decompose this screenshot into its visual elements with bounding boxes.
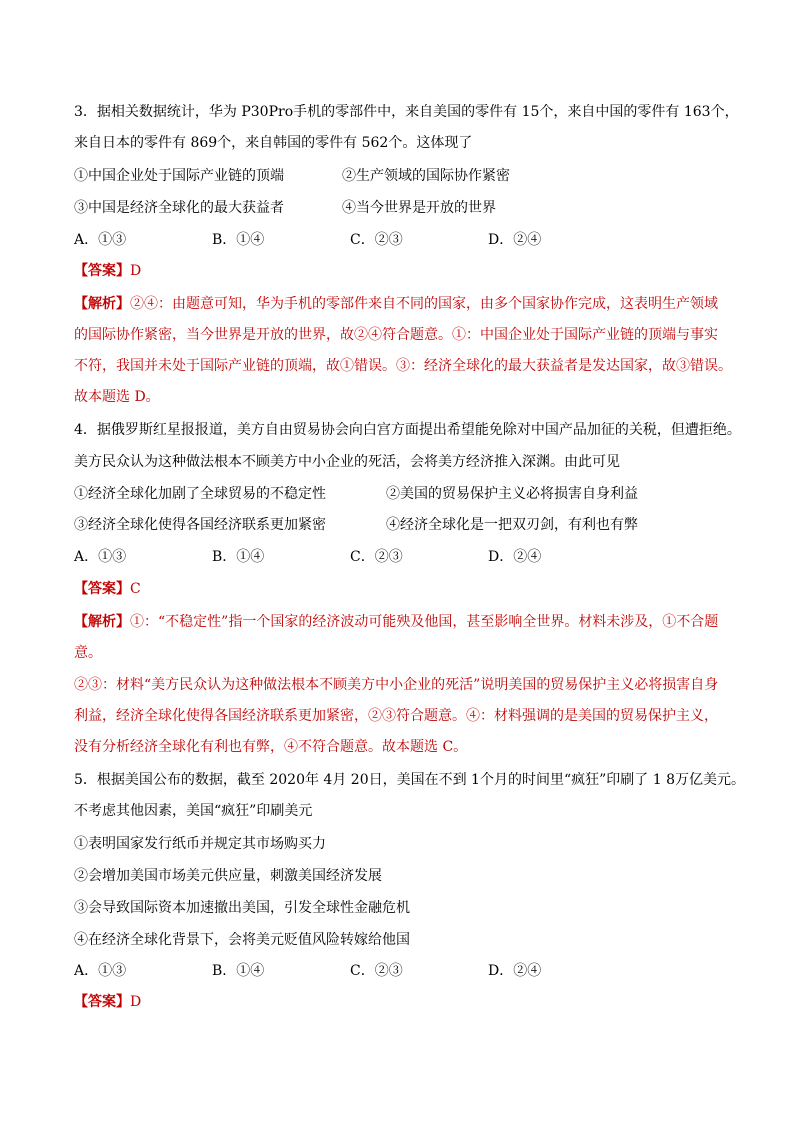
- q4-answer-value: C: [130, 581, 141, 597]
- q4-analysis-line-3: ②③：材料“美方民众认为这种做法根本不顾美方中小企业的死活”说明美国的贸易保护主义必将损害自身: [74, 677, 719, 693]
- q3-analysis-line-3: 不符，我国并未处于国际产业链的顶端，故①错误。③：经济全球化的最大获益者是发达国家，故③错误。: [74, 358, 732, 374]
- q5-choice-d: D．②④: [488, 963, 542, 979]
- q3-answer-value: D: [130, 263, 142, 279]
- q5-answer-value: D: [130, 994, 142, 1010]
- q5-statement-1: ①表明国家发行纸币并规定其市场购买力: [74, 836, 326, 852]
- q4-analysis-line-5: 没有分析经济全球化有利也有弊，④不符合题意。故本题选 C。: [74, 739, 468, 755]
- q4-analysis-tag: 【解析】: [74, 614, 130, 630]
- q5-choice-c: C．②③: [350, 963, 403, 979]
- q4-stem-line-1: 4．据俄罗斯红星报报道，美方自由贸易协会向白宫方面提出希望能免除对中国产品加征的关税，但遭拒绝。: [74, 422, 741, 438]
- q3-analysis-text-1: ②④：由题意可知，华为手机的零部件来自不同的国家，由多个国家协作完成，这表明生产领域: [130, 296, 718, 312]
- q3-stem-line-2: 来自日本的零件有 869个，来自韩国的零件有 562个。这体现了: [74, 135, 473, 151]
- q5-answer: [74, 992, 141, 1012]
- q5-statement-3: ③会导致国际资本加速撤出美国，引发全球性金融危机: [74, 900, 410, 916]
- q3-statement-2: ②生产领域的国际协作紧密: [342, 168, 510, 184]
- q3-statement-1: ①中国企业处于国际产业链的顶端: [74, 168, 284, 184]
- q3-statement-4: ④当今世界是开放的世界: [342, 200, 496, 216]
- q4-statement-3: ③经济全球化使得各国经济联系更加紧密: [74, 517, 326, 533]
- q4-stem-line-2: 美方民众认为这种做法根本不顾美方中小企业的死活，会将美方经济推入深渊。由此可见: [74, 454, 620, 470]
- q4-choice-d: D．②④: [488, 549, 542, 565]
- q3-analysis-line-1: [74, 294, 718, 314]
- q4-choice-b: B．①④: [212, 549, 265, 565]
- q5-statement-4: ④在经济全球化背景下，会将美元贬值风险转嫁给他国: [74, 932, 410, 948]
- q4-analysis-text-1: ①：“不稳定性”指一个国家的经济波动可能殃及他国，甚至影响全世界。材料未涉及，①不合题: [130, 614, 719, 630]
- q4-statement-2: ②美国的贸易保护主义必将损害自身利益: [386, 486, 638, 502]
- q3-choice-c: C．②③: [350, 232, 403, 248]
- q4-statement-1: ①经济全球化加剧了全球贸易的不稳定性: [74, 486, 326, 502]
- q4-answer-tag: 【答案】: [74, 581, 130, 597]
- q4-choice-c: C．②③: [350, 549, 403, 565]
- q5-choice-a: A．①③: [74, 963, 127, 979]
- q5-choice-b: B．①④: [212, 963, 265, 979]
- q5-stem-line-1: 5．根据美国公布的数据，截至 2020年 4月 20日，美国在不到 1个月的时间里“疯狂”印刷了 1 8万亿美元。: [74, 772, 745, 788]
- q4-analysis-line-2: 意。: [74, 645, 102, 661]
- q3-choice-d: D．②④: [488, 232, 542, 248]
- q3-answer-tag: 【答案】: [74, 263, 130, 279]
- q5-statement-2: ②会增加美国市场美元供应量，刺激美国经济发展: [74, 868, 382, 884]
- q3-choice-b: B．①④: [212, 232, 265, 248]
- q4-analysis-line-4: 利益，经济全球化使得各国经济联系更加紧密，②③符合题意。④：材料强调的是美国的贸易保护主义，: [74, 708, 718, 724]
- q3-stem-line-1: 3．据相关数据统计，华为 P30Pro手机的零部件中，来自美国的零件有 15个，来自中国的零件有 163个，: [74, 104, 739, 120]
- q3-analysis-line-4: 故本题选 D。: [74, 389, 160, 405]
- q5-answer-tag: 【答案】: [74, 994, 130, 1010]
- q3-analysis-tag: 【解析】: [74, 296, 130, 312]
- q4-choice-a: A．①③: [74, 549, 127, 565]
- q4-analysis-line-1: [74, 612, 718, 632]
- q3-answer: [74, 261, 141, 281]
- q3-statement-3: ③中国是经济全球化的最大获益者: [74, 200, 284, 216]
- q4-statement-4: ④经济全球化是一把双刃剑，有利也有弊: [386, 517, 638, 533]
- q3-analysis-line-2: 的国际协作紧密，当今世界是开放的世界，故②④符合题意。①：中国企业处于国际产业链的顶端与事实: [74, 327, 718, 343]
- q5-stem-line-2: 不考虑其他因素，美国“疯狂”印刷美元: [74, 803, 313, 819]
- q4-answer: [74, 579, 141, 599]
- q3-choice-a: A．①③: [74, 232, 127, 248]
